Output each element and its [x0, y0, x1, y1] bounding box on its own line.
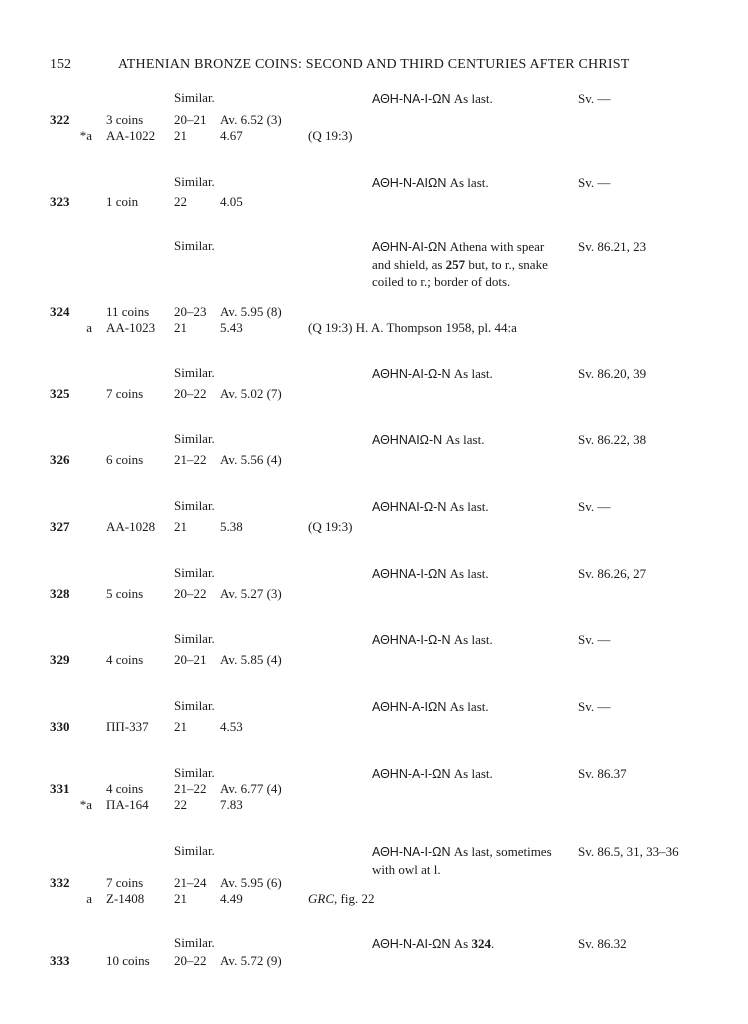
obverse-text: Similar.	[174, 765, 215, 780]
svoronos-reference: Sv. 86.32	[578, 936, 627, 951]
deposit-reference: (Q 19:3) H. A. Thompson 1958, pl. 44:a	[308, 320, 517, 335]
obverse-text: Similar.	[174, 365, 215, 380]
diameter: 21	[174, 719, 187, 734]
weight: Av. 5.95 (6)	[220, 875, 282, 890]
sub-label: *a	[79, 797, 92, 812]
reverse-description: ΑΘΗΝ-ΑΙ-Ω-Ν As last.	[372, 366, 493, 381]
page-header	[50, 57, 630, 73]
reverse-description: ΑΘΗ-Ν-ΑΙΩΝ As last.	[372, 175, 489, 190]
inventory-number: AA-1022	[106, 128, 156, 143]
coin-count: 10 coins	[106, 953, 150, 968]
reverse-description: ΑΘΗΝΑ-Ι-ΩΝ As last.	[372, 566, 489, 581]
coin-count: 1 coin	[106, 194, 139, 209]
coin-legend: ΑΘΗ-ΝΑ-Ι-ΩΝ	[372, 845, 451, 859]
publication-reference: GRC, fig. 22	[308, 891, 375, 906]
svoronos-reference: Sv. —	[578, 175, 611, 190]
diameter: 20–22	[174, 953, 207, 968]
obverse-text: Similar.	[174, 238, 215, 253]
weight: 7.83	[220, 797, 243, 812]
catalogue-number: 322	[50, 112, 70, 127]
reverse-description: ΑΘΗΝΑ-Ι-Ω-Ν As last.	[372, 632, 493, 647]
catalogue-number: 331	[50, 781, 70, 796]
weight: 4.05	[220, 194, 243, 209]
weight: Av. 5.85 (4)	[220, 652, 282, 667]
coin-count: 7 coins	[106, 875, 144, 890]
svoronos-reference: Sv. 86.37	[578, 766, 627, 781]
coin-legend: ΑΘΗ-Ν-ΑΙΩΝ	[372, 176, 447, 190]
diameter: 20–21	[174, 112, 207, 127]
deposit-reference: (Q 19:3)	[308, 128, 353, 143]
coin-legend: ΑΘΗΝΑΙΩ-Ν	[372, 433, 443, 447]
coin-legend: ΑΘΗ-ΝΑ-Ι-ΩΝ	[372, 92, 451, 106]
coin-legend: ΑΘΗΝΑΙ-Ω-Ν	[372, 500, 447, 514]
diameter: 21	[174, 128, 187, 143]
catalogue-number: 325	[50, 386, 70, 401]
reverse-description: ΑΘΗ-ΝΑ-Ι-ΩΝ As last.	[372, 91, 493, 106]
catalogue-number: 328	[50, 586, 70, 601]
obverse-text: Similar.	[174, 631, 215, 646]
reverse-description: ΑΘΗΝ-Α-Ι-ΩΝ As last.	[372, 766, 493, 781]
catalogue-number: 329	[50, 652, 70, 667]
coin-count: 7 coins	[106, 386, 144, 401]
diameter: 20–22	[174, 586, 207, 601]
diameter: 20–23	[174, 304, 207, 319]
obverse-text: Similar.	[174, 90, 215, 105]
reverse-description: ΑΘΗΝ-ΑΙ-ΩΝ Athena with spear and shield, as 257 but, to r., snake coiled to r.; border of dots.	[372, 239, 548, 289]
weight: 4.53	[220, 719, 243, 734]
cross-reference: 257	[445, 257, 466, 272]
svoronos-reference: Sv. —	[578, 499, 611, 514]
weight: 5.38	[220, 519, 243, 534]
obverse-text: Similar.	[174, 698, 215, 713]
reverse-description: ΑΘΗΝΑΙΩ-Ν As last.	[372, 432, 485, 447]
weight: Av. 6.77 (4)	[220, 781, 282, 796]
sub-label: a	[86, 891, 92, 906]
inventory-number: AA-1023	[106, 320, 156, 335]
catalogue-number: 323	[50, 194, 70, 209]
catalogue-number: 330	[50, 719, 70, 734]
diameter: 21–22	[174, 781, 207, 796]
coin-legend: ΑΘΗΝ-ΑΙ-ΩΝ	[372, 240, 447, 254]
diameter: 21	[174, 519, 187, 534]
svoronos-reference: Sv. 86.22, 38	[578, 432, 647, 447]
weight: Av. 5.95 (8)	[220, 304, 282, 319]
coin-legend: ΑΘΗ-Ν-ΑΙ-ΩΝ	[372, 937, 451, 951]
obverse-text: Similar.	[174, 174, 215, 189]
weight: Av. 5.27 (3)	[220, 586, 282, 601]
inventory-number: ΠΑ-164	[106, 797, 149, 812]
svoronos-reference: Sv. —	[578, 632, 611, 647]
coin-legend: ΑΘΗΝ-Α-ΙΩΝ	[372, 700, 447, 714]
coin-legend: ΑΘΗΝ-Α-Ι-ΩΝ	[372, 767, 451, 781]
sub-label: a	[86, 320, 92, 335]
weight: 4.49	[220, 891, 243, 906]
reverse-description: ΑΘΗ-Ν-ΑΙ-ΩΝ As 324.	[372, 936, 495, 951]
diameter: 20–22	[174, 386, 207, 401]
catalogue-number: 327	[50, 519, 70, 534]
obverse-text: Similar.	[174, 935, 215, 950]
svoronos-reference: Sv. 86.20, 39	[578, 366, 647, 381]
svoronos-reference: Sv. 86.26, 27	[578, 566, 647, 581]
inventory-number: Z-1408	[106, 891, 145, 906]
inventory-number: AA-1028	[106, 519, 156, 534]
coin-legend: ΑΘΗΝ-ΑΙ-Ω-Ν	[372, 367, 451, 381]
weight: 5.43	[220, 320, 243, 335]
obverse-text: Similar.	[174, 431, 215, 446]
obverse-text: Similar.	[174, 498, 215, 513]
inventory-number: ΠΠ-337	[106, 719, 149, 734]
sub-label: *a	[79, 128, 92, 143]
reverse-description: ΑΘΗΝ-Α-ΙΩΝ As last.	[372, 699, 489, 714]
coin-count: 3 coins	[106, 112, 144, 127]
weight: 4.67	[220, 128, 243, 143]
obverse-text: Similar.	[174, 565, 215, 580]
weight: Av. 5.56 (4)	[220, 452, 282, 467]
coin-count: 4 coins	[106, 781, 144, 796]
svoronos-reference: Sv. —	[578, 699, 611, 714]
deposit-reference: (Q 19:3)	[308, 519, 353, 534]
page-number: 152	[50, 57, 71, 72]
coin-count: 11 coins	[106, 304, 150, 319]
weight: Av. 5.72 (9)	[220, 953, 282, 968]
catalogue-number: 324	[50, 304, 70, 319]
coin-count: 6 coins	[106, 452, 144, 467]
diameter: 21–24	[174, 875, 207, 890]
coin-count: 4 coins	[106, 652, 144, 667]
coin-count: 5 coins	[106, 586, 144, 601]
diameter: 22	[174, 797, 187, 812]
catalogue-number: 332	[50, 875, 70, 890]
svoronos-reference: Sv. 86.21, 23	[578, 239, 647, 254]
diameter: 21	[174, 891, 187, 906]
obverse-text: Similar.	[174, 843, 215, 858]
diameter: 21	[174, 320, 187, 335]
coin-legend: ΑΘΗΝΑ-Ι-Ω-Ν	[372, 633, 451, 647]
catalogue-number: 333	[50, 953, 70, 968]
weight: Av. 5.02 (7)	[220, 386, 282, 401]
svoronos-reference: Sv. 86.5, 31, 33–36	[578, 844, 679, 859]
cross-reference: 324	[471, 936, 491, 951]
catalogue-number: 326	[50, 452, 70, 467]
reverse-description: ΑΘΗ-ΝΑ-Ι-ΩΝ As last, sometimes with owl at l.	[372, 844, 552, 877]
diameter: 20–21	[174, 652, 207, 667]
diameter: 21–22	[174, 452, 207, 467]
svoronos-reference: Sv. —	[578, 91, 611, 106]
running-title: ATHENIAN BRONZE COINS: SECOND AND THIRD CENTURIES AFTER CHRIST	[118, 57, 630, 72]
reverse-description: ΑΘΗΝΑΙ-Ω-Ν As last.	[372, 499, 489, 514]
weight: Av. 6.52 (3)	[220, 112, 282, 127]
diameter: 22	[174, 194, 187, 209]
coin-legend: ΑΘΗΝΑ-Ι-ΩΝ	[372, 567, 447, 581]
